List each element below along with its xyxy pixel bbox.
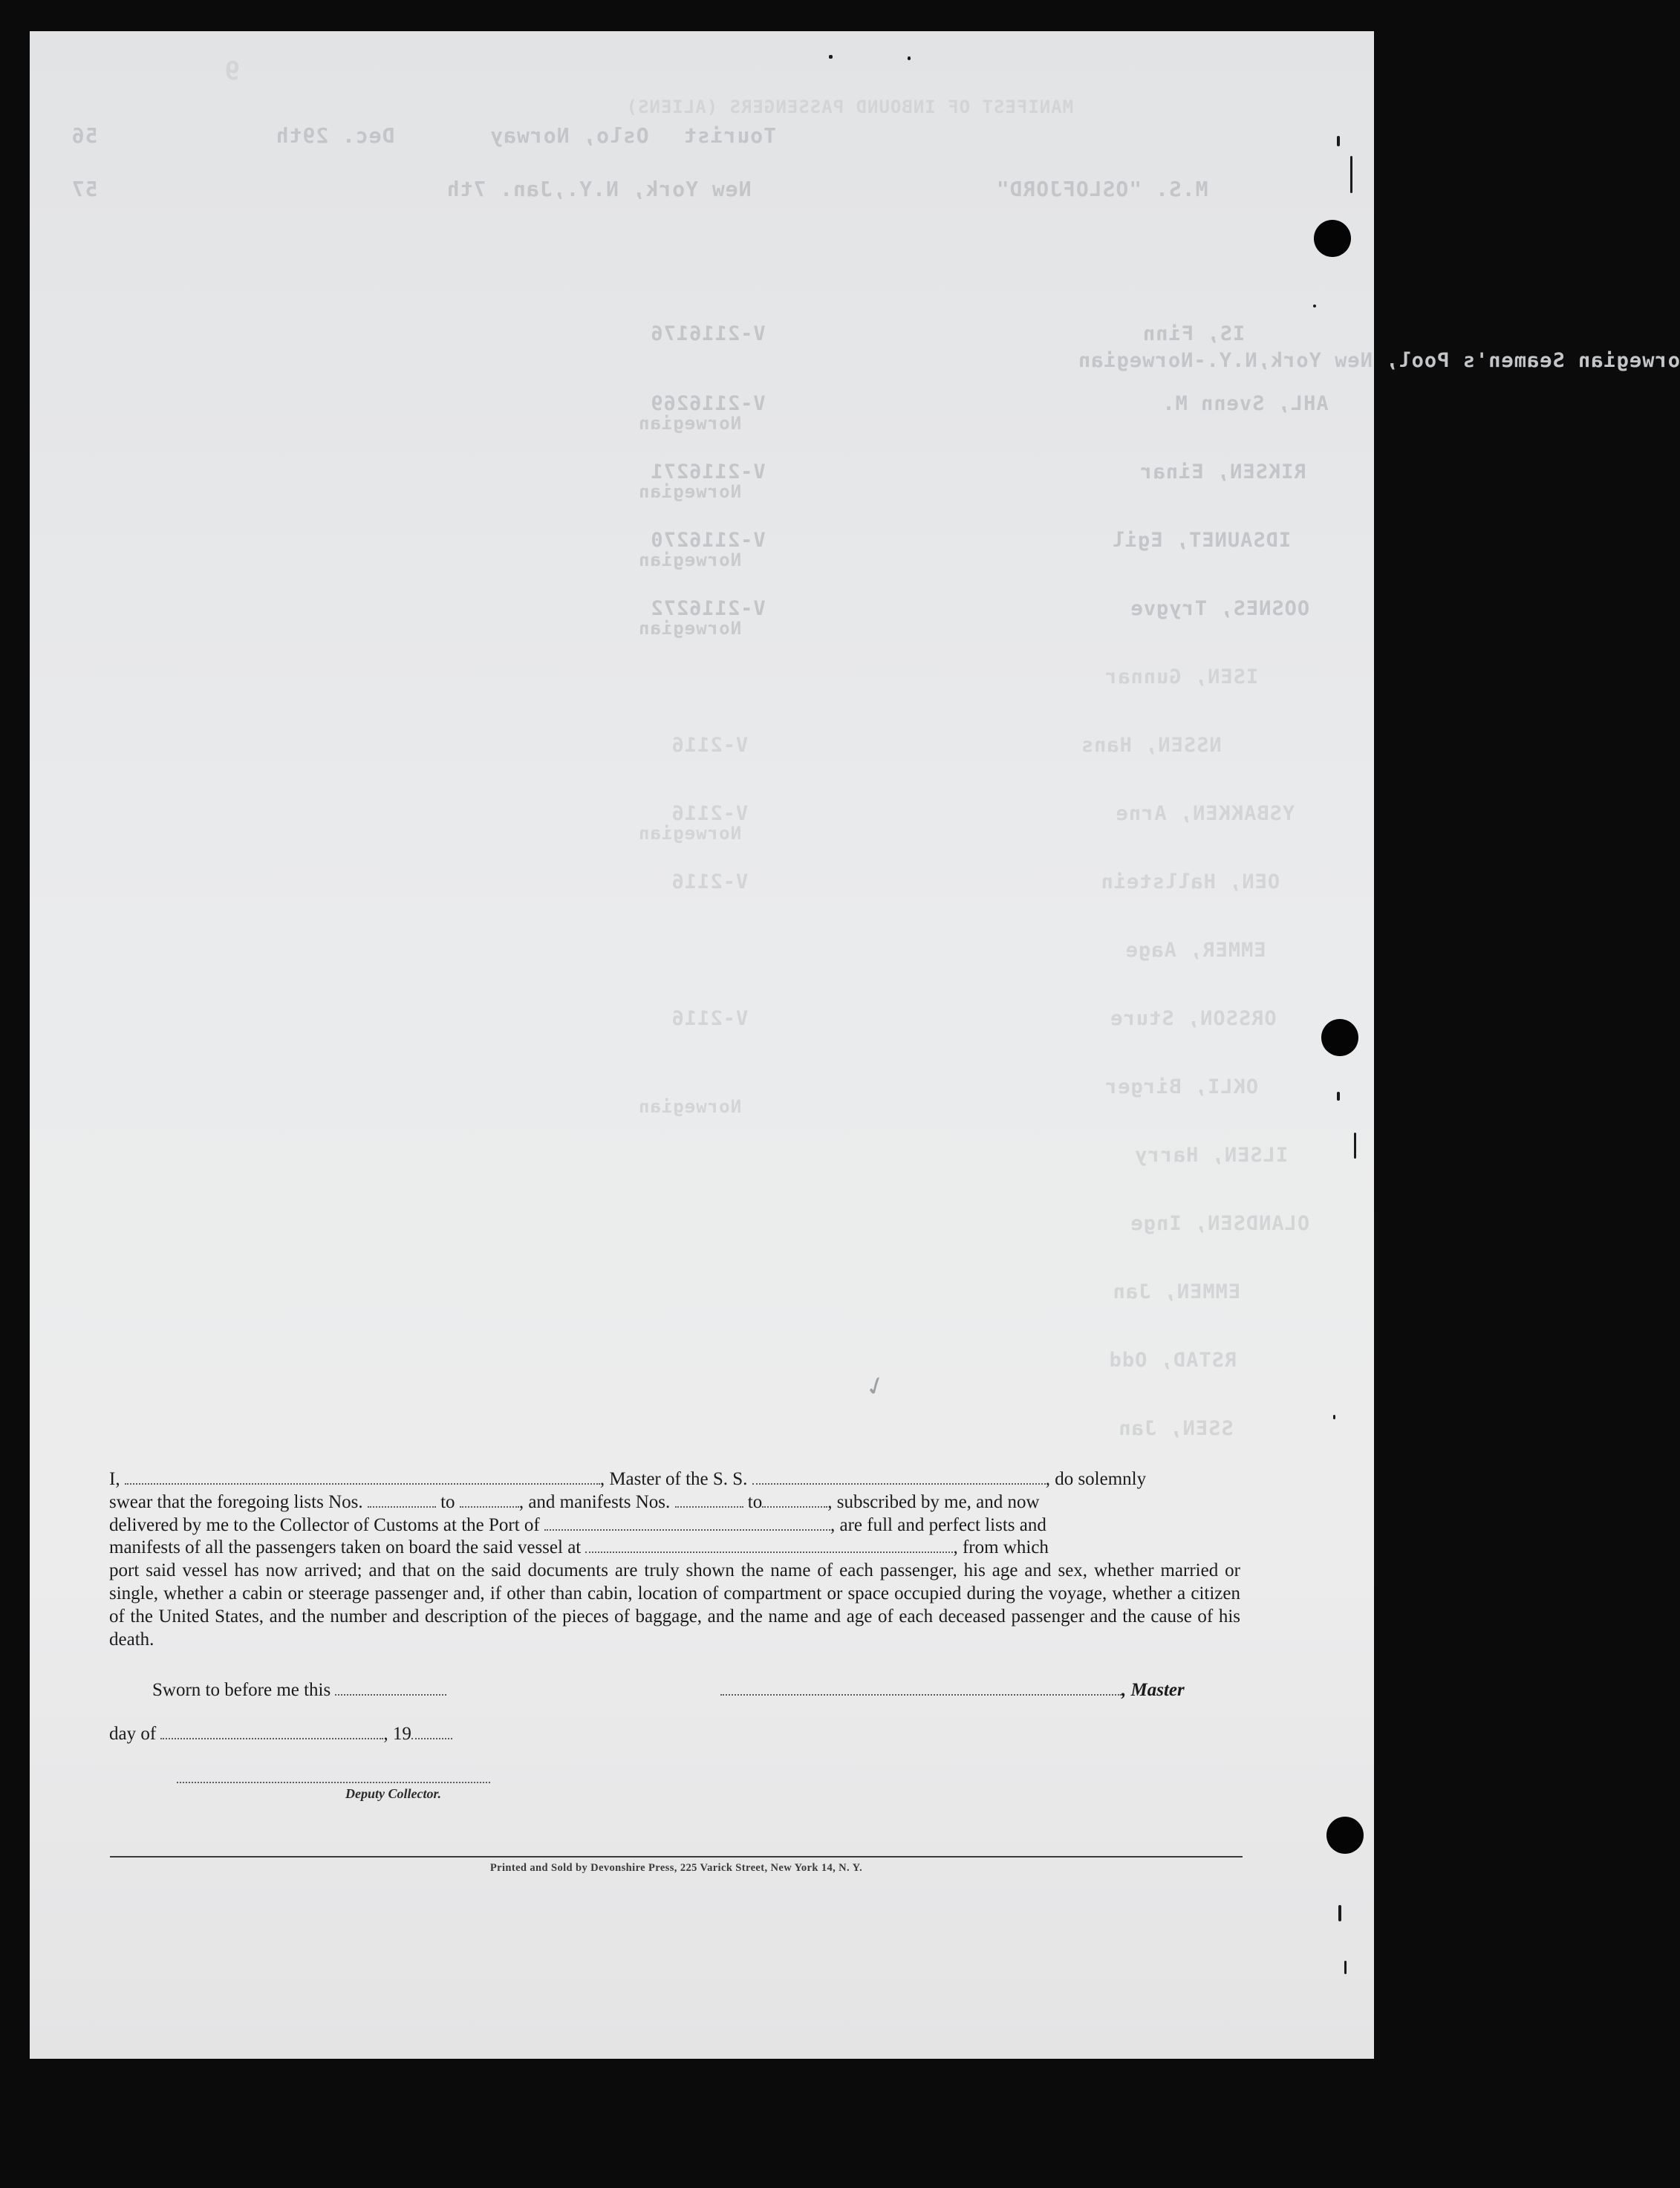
bleed-entry-doc: V-2116 xyxy=(671,734,749,757)
bleed-entry-name: AHL, Svenn M. xyxy=(1162,392,1329,415)
bleed-entry-doc: V-2116269 xyxy=(650,392,766,415)
master-signature-line xyxy=(720,1680,1185,1701)
oath-to-2: to xyxy=(747,1491,763,1512)
bleed-class: Tourist xyxy=(683,123,777,148)
bleed-entry-name: ORSSON, Sture xyxy=(1110,1007,1277,1030)
day-of-label: day of xyxy=(109,1724,157,1744)
bleed-arrival-year: 57 xyxy=(71,177,98,201)
manifest-page xyxy=(30,31,1680,2059)
bleed-entry-note: Norwegian xyxy=(638,1096,742,1117)
footer-rule xyxy=(110,1856,1243,1857)
day-of-line xyxy=(109,1724,452,1745)
bleed-vessel: M.S. "OSLOFJORD" xyxy=(995,177,1208,201)
scan-speck xyxy=(1350,156,1352,193)
bleed-entry-doc: V-2116271 xyxy=(650,460,766,483)
bleed-entry-name: ISEN, Gunnar xyxy=(1104,665,1259,688)
oath-solemnly: , do solemnly xyxy=(1045,1469,1147,1489)
oath-master-of: , Master of the S. S. xyxy=(599,1469,748,1489)
bleed-departure-date: Dec. 29th xyxy=(275,123,395,148)
manifest-from-blank[interactable] xyxy=(675,1493,743,1508)
bleed-entry-note: Norwegian xyxy=(638,550,742,570)
bleed-entry-name: OLANDSEN, Inge xyxy=(1130,1212,1310,1235)
list-from-blank[interactable] xyxy=(368,1493,436,1508)
list-to-blank[interactable] xyxy=(460,1493,519,1508)
master-name-blank[interactable] xyxy=(125,1470,600,1485)
oath-full: , are full and perfect lists and xyxy=(830,1514,1046,1535)
sworn-day-blank[interactable] xyxy=(335,1681,446,1696)
oath-from-which: , from which xyxy=(953,1537,1049,1558)
bleed-entry-name: RSTAD, Odd xyxy=(1108,1349,1237,1372)
deputy-signature-line xyxy=(177,1768,490,1788)
oath-subscribed: , subscribed by me, and now xyxy=(827,1491,1040,1512)
bleed-entry-doc: V-2116270 xyxy=(650,529,766,552)
oath-line-3 xyxy=(109,1514,1240,1537)
oath-line-1 xyxy=(109,1468,1240,1491)
month-blank[interactable] xyxy=(160,1725,383,1739)
year-prefix: , 19 xyxy=(383,1724,411,1744)
printer-imprint: Printed and Sold by Devonshire Press, 225 Varick Street, New York 14, N. Y. xyxy=(489,1862,863,1874)
bleed-entry-name: EMMER, Aage xyxy=(1124,939,1266,962)
scan-speck xyxy=(1313,305,1316,307)
oath-to-1: to xyxy=(440,1491,455,1512)
bleed-entry-doc: V-2116176 xyxy=(650,322,766,345)
bleed-entry-note: Norwegian xyxy=(638,413,742,434)
bleed-departure-year: 56 xyxy=(71,123,98,148)
oath-manifests: manifests of all the passengers taken on board the said vessel at xyxy=(109,1537,582,1558)
bleed-entry-name: ILSEN, Harry xyxy=(1134,1144,1289,1167)
scan-speck xyxy=(1333,1415,1335,1419)
scan-speck xyxy=(1337,136,1340,146)
scan-speck xyxy=(1337,1092,1340,1101)
punch-hole-bottom xyxy=(1326,1817,1364,1854)
bleed-entry-note: Norwegian xyxy=(638,481,742,502)
bleed-entry-name: OOSNES, Trygve xyxy=(1130,597,1310,620)
bleed-entry-doc: V-2116 xyxy=(671,802,749,825)
bleed-entry-name: RIKSEN, Einar xyxy=(1139,460,1306,483)
port-blank[interactable] xyxy=(544,1516,830,1531)
manifest-to-blank[interactable] xyxy=(762,1493,827,1508)
vessel-name-blank[interactable] xyxy=(752,1470,1046,1485)
scan-speck xyxy=(1354,1133,1356,1159)
bleed-page-number: 9 xyxy=(224,56,240,86)
year-blank[interactable] xyxy=(411,1725,452,1739)
bleed-entry-name: NSSEN, Hans xyxy=(1080,734,1222,757)
punch-hole-top xyxy=(1314,220,1351,257)
bleed-entry-name: YSBAKKEN, Arne xyxy=(1115,802,1295,825)
oath-line-2 xyxy=(109,1491,1240,1514)
embark-port-blank[interactable] xyxy=(585,1538,953,1553)
bleed-manifest-title: MANIFEST OF INBOUND PASSENGERS (ALIENS) xyxy=(625,97,1074,117)
bleed-entry-name: IDSAUNET, Egil xyxy=(1111,529,1292,552)
bleed-entry-name: IS, Finn xyxy=(1142,322,1246,345)
bleed-entry-doc: V-2116 xyxy=(671,1007,749,1030)
oath-swear: swear that the foregoing lists Nos. xyxy=(109,1491,363,1512)
sworn-line xyxy=(152,1680,446,1701)
deputy-signature-blank[interactable] xyxy=(177,1768,490,1783)
sworn-label: Sworn to before me this xyxy=(152,1680,331,1700)
scan-speck xyxy=(908,56,911,60)
scan-speck xyxy=(1344,1961,1347,1974)
bleed-entry-note: orwegian Seamen's Pool, New York,N.Y.-Norwegian xyxy=(1078,349,1680,372)
bleed-entry-name: OKLI, Birger xyxy=(1104,1075,1259,1098)
oath-pronoun: I, xyxy=(109,1469,120,1489)
bleed-arrival-port: New York, N.Y.,Jan. 7th xyxy=(446,177,752,201)
bleed-entry-doc: V-2116 xyxy=(671,870,749,893)
master-label: , Master xyxy=(1121,1680,1185,1700)
oath-and-manifests: , and manifests Nos. xyxy=(518,1491,671,1512)
bleed-entry-doc: V-2116272 xyxy=(650,597,766,620)
punch-hole-middle xyxy=(1321,1019,1358,1056)
master-oath xyxy=(109,1468,1240,1651)
deputy-collector-label: Deputy Collector. xyxy=(345,1786,441,1801)
bleed-entry-note: Norwegian xyxy=(638,618,742,639)
pencil-mark: ✓ xyxy=(861,1369,891,1404)
oath-line-4 xyxy=(109,1537,1240,1560)
bleed-entry-name: EMMEN, Jan xyxy=(1112,1280,1241,1303)
scan-speck xyxy=(1338,1905,1341,1921)
bleed-departure-port: Oslo, Norway xyxy=(489,123,649,148)
scan-speck xyxy=(829,55,833,59)
bleed-entry-note: Norwegian xyxy=(638,823,742,844)
bleed-entry-name: SSEN, Jan xyxy=(1118,1417,1234,1440)
master-signature-blank[interactable] xyxy=(720,1681,1121,1696)
oath-delivered: delivered by me to the Collector of Customs at the Port of xyxy=(109,1514,540,1535)
bleed-entry-name: OEN, Hallstein xyxy=(1100,870,1280,893)
oath-body: port said vessel has now arrived; and that on the said documents are truly shown the name of each passenger, his age and sex, whether married or single, whether a cabin or steerage passenger and, if other than cabin, location of compartment or space occupied during the voyage, whether a citizen of the United States, and the number and description of the pieces of baggage, and the name and age of each deceased passenger and the cause of his death. xyxy=(109,1560,1240,1650)
